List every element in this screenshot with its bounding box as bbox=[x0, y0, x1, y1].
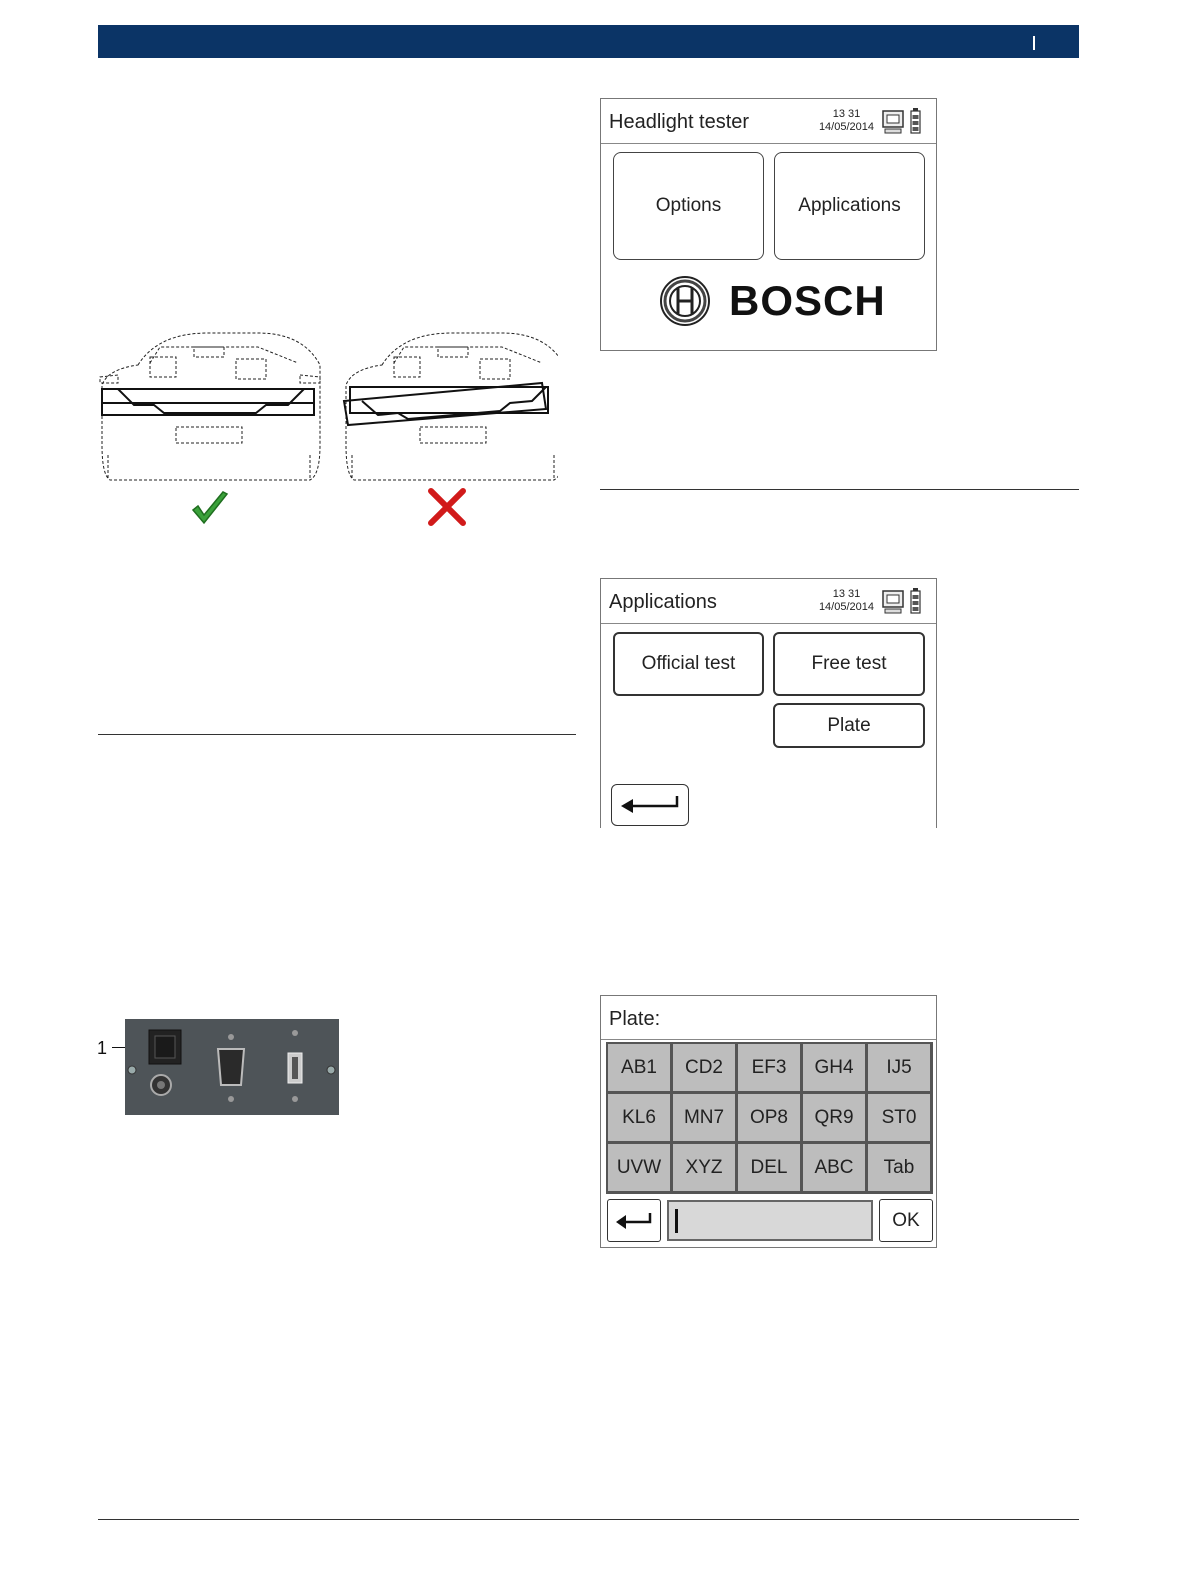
check-icon bbox=[190, 490, 230, 528]
key-tab[interactable]: Tab bbox=[867, 1143, 931, 1192]
key-cd2[interactable]: CD2 bbox=[672, 1043, 736, 1092]
page-title: Applications bbox=[609, 591, 717, 613]
key-abc[interactable]: ABC bbox=[802, 1143, 866, 1192]
plate-input[interactable] bbox=[667, 1200, 873, 1241]
screen-applications bbox=[600, 578, 937, 828]
clock bbox=[819, 108, 874, 134]
back-button[interactable] bbox=[607, 1199, 661, 1242]
official-test-button[interactable]: Official test bbox=[613, 632, 764, 696]
screen-header bbox=[601, 579, 936, 624]
page-title: Headlight tester bbox=[609, 111, 750, 133]
callout-number: 1 bbox=[97, 1038, 108, 1058]
key-op8[interactable]: OP8 bbox=[737, 1093, 801, 1142]
free-test-button[interactable]: Free test bbox=[773, 632, 925, 696]
ok-button[interactable]: OK bbox=[879, 1199, 933, 1242]
text-cursor bbox=[675, 1209, 678, 1233]
header-separator bbox=[1033, 36, 1035, 50]
status-icons bbox=[882, 588, 926, 616]
key-ab1[interactable]: AB1 bbox=[607, 1043, 671, 1092]
header-bar bbox=[98, 25, 1079, 58]
key-uvw[interactable]: UVW bbox=[607, 1143, 671, 1192]
key-ij5[interactable]: IJ5 bbox=[867, 1043, 931, 1092]
pc-connection-icon bbox=[883, 591, 903, 613]
back-button[interactable] bbox=[611, 784, 689, 826]
bosch-logo-icon bbox=[659, 275, 711, 327]
key-kl6[interactable]: KL6 bbox=[607, 1093, 671, 1142]
car-alignment-illustration bbox=[98, 325, 558, 535]
screen-home bbox=[600, 98, 937, 351]
options-button[interactable]: Options bbox=[613, 152, 764, 260]
section-divider-right bbox=[600, 489, 1079, 490]
pc-connection-icon bbox=[883, 111, 903, 133]
key-gh4[interactable]: GH4 bbox=[802, 1043, 866, 1092]
time-text: 13 31 bbox=[832, 108, 861, 120]
return-arrow-icon bbox=[619, 794, 681, 816]
battery-icon bbox=[911, 108, 920, 133]
cross-icon bbox=[427, 487, 467, 527]
key-st0[interactable]: ST0 bbox=[867, 1093, 931, 1142]
section-divider-left bbox=[98, 734, 576, 735]
key-ef3[interactable]: EF3 bbox=[737, 1043, 801, 1092]
screen-header bbox=[601, 996, 936, 1040]
applications-button[interactable]: Applications bbox=[774, 152, 925, 260]
brand-wordmark: BOSCH bbox=[729, 277, 886, 324]
screen-header bbox=[601, 99, 936, 144]
status-icons bbox=[882, 108, 926, 136]
plate-button[interactable]: Plate bbox=[773, 703, 925, 748]
battery-icon bbox=[911, 588, 920, 613]
clock bbox=[819, 588, 874, 614]
date-text: 14/05/2014 bbox=[818, 601, 874, 613]
key-del[interactable]: DEL bbox=[737, 1143, 801, 1192]
key-mn7[interactable]: MN7 bbox=[672, 1093, 736, 1142]
key-qr9[interactable]: QR9 bbox=[802, 1093, 866, 1142]
page-title: Plate: bbox=[609, 1008, 661, 1030]
footer-divider bbox=[98, 1519, 1079, 1520]
date-text: 14/05/2014 bbox=[818, 121, 874, 133]
return-arrow-icon bbox=[614, 1211, 654, 1231]
screen-plate bbox=[600, 995, 937, 1248]
key-xyz[interactable]: XYZ bbox=[672, 1143, 736, 1192]
time-text: 13 31 bbox=[832, 588, 861, 600]
connector-panel-photo bbox=[125, 1019, 339, 1115]
connector-panel-drawing bbox=[125, 1019, 339, 1115]
